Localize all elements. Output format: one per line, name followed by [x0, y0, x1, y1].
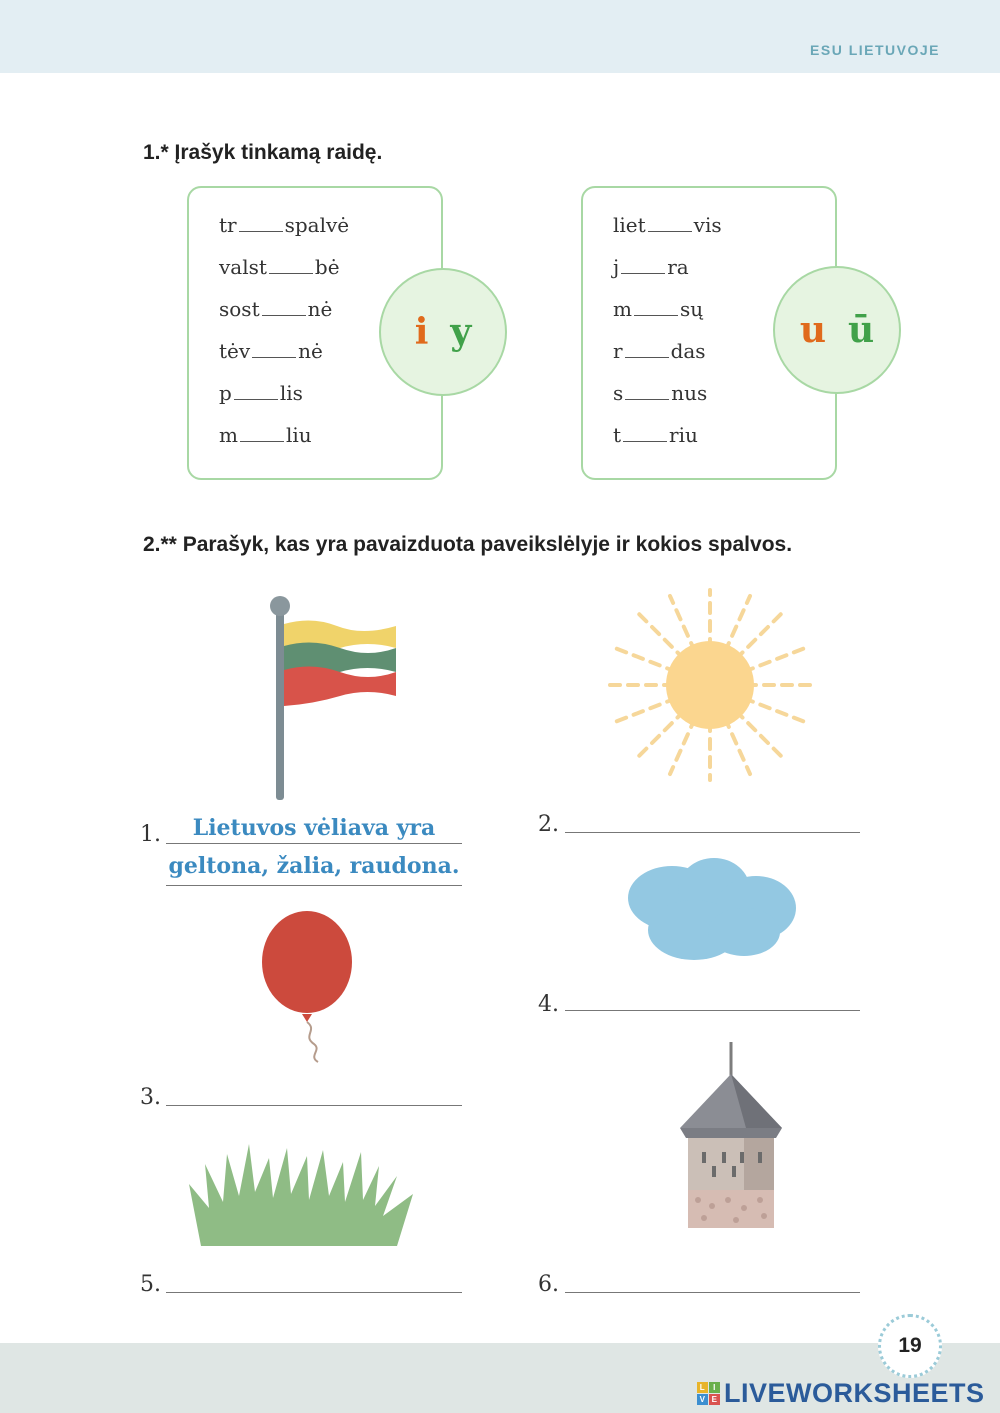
- word-part: spalvė: [284, 213, 350, 237]
- letter-choice-circle: [379, 268, 507, 396]
- task1-title: 1.* Įrašyk tinkamą raidę.: [143, 141, 383, 164]
- word-row: [219, 213, 349, 237]
- liveworksheets-logo-icon: [697, 1382, 720, 1405]
- letter-option: u: [799, 309, 826, 351]
- word-part: sost: [219, 297, 260, 321]
- word-part: s: [613, 381, 624, 405]
- word-part: riu: [669, 423, 698, 447]
- word-part: valst: [219, 255, 267, 279]
- word-row: [219, 423, 312, 447]
- blank-input[interactable]: [240, 427, 284, 442]
- word-part: p: [219, 381, 232, 405]
- section-title: ESU LIETUVOJE: [810, 42, 940, 58]
- answer-line[interactable]: [565, 1292, 860, 1293]
- word-part: r: [613, 339, 623, 363]
- logo-letter: E: [709, 1394, 720, 1405]
- word-part: tėv: [219, 339, 251, 363]
- answer-line: [166, 843, 462, 844]
- word-part: vis: [693, 213, 722, 237]
- grass-icon: [183, 1136, 415, 1248]
- cloud-icon: [626, 856, 798, 962]
- blank-input[interactable]: [234, 385, 278, 400]
- logo-letter: V: [697, 1394, 708, 1405]
- word-part: liu: [285, 423, 312, 447]
- header-bar: [0, 0, 1000, 73]
- brand-name: LIVEWORKSHEETS: [724, 1378, 985, 1408]
- word-part: nus: [671, 381, 708, 405]
- word-row: [613, 297, 703, 321]
- word-part: liet: [613, 213, 646, 237]
- answer-text[interactable]: geltona, žalia, raudona.: [168, 853, 460, 879]
- page-number: 19: [878, 1314, 942, 1378]
- item-number: 1.: [140, 822, 161, 847]
- blank-input[interactable]: [648, 217, 692, 232]
- blank-input[interactable]: [269, 259, 313, 274]
- word-part: nė: [298, 339, 323, 363]
- word-part: j: [613, 255, 620, 279]
- word-part: m: [219, 423, 238, 447]
- blank-input[interactable]: [623, 427, 667, 442]
- letter-option: ū: [848, 309, 875, 351]
- word-row: [219, 339, 323, 363]
- item-number: 5.: [140, 1272, 161, 1297]
- blank-input[interactable]: [625, 385, 669, 400]
- answer-line[interactable]: [565, 832, 860, 833]
- answer-line[interactable]: [565, 1010, 860, 1011]
- logo-letter: L: [697, 1382, 708, 1393]
- item-number: 4.: [538, 992, 559, 1017]
- word-part: das: [670, 339, 706, 363]
- logo-letter: I: [709, 1382, 720, 1393]
- word-row: [219, 381, 303, 405]
- sun-icon: [605, 588, 815, 783]
- answer-line[interactable]: [166, 1292, 462, 1293]
- answer-line: [166, 885, 462, 886]
- task2-title: 2.** Parašyk, kas yra pavaizduota paveikslėlyje ir kokios spalvos.: [143, 533, 793, 556]
- letter-option: i: [414, 311, 429, 353]
- letter-option: y: [450, 311, 472, 353]
- flag-icon: [262, 596, 402, 802]
- answer-line[interactable]: [166, 1105, 462, 1106]
- word-row: [613, 339, 706, 363]
- word-row: [219, 255, 340, 279]
- word-part: bė: [314, 255, 340, 279]
- answer-text[interactable]: Lietuvos vėliava yra: [192, 815, 436, 841]
- tower-icon: [672, 1040, 792, 1236]
- blank-input[interactable]: [625, 343, 669, 358]
- word-part: sų: [679, 297, 704, 321]
- word-part: t: [613, 423, 622, 447]
- word-part: m: [613, 297, 632, 321]
- word-row: [219, 297, 332, 321]
- item-number: 2.: [538, 812, 559, 837]
- blank-input[interactable]: [262, 301, 306, 316]
- item-number: 3.: [140, 1085, 161, 1110]
- word-part: nė: [307, 297, 333, 321]
- balloon-icon: [258, 910, 358, 1065]
- letter-choice-circle: [773, 266, 901, 394]
- word-part: tr: [219, 213, 237, 237]
- item-number: 6.: [538, 1272, 559, 1297]
- blank-input[interactable]: [634, 301, 678, 316]
- blank-input[interactable]: [239, 217, 283, 232]
- word-part: ra: [667, 255, 689, 279]
- liveworksheets-logo[interactable]: [697, 1378, 985, 1409]
- word-row: [613, 213, 722, 237]
- word-part: lis: [279, 381, 303, 405]
- word-row: [613, 423, 698, 447]
- blank-input[interactable]: [621, 259, 665, 274]
- word-row: [613, 381, 707, 405]
- word-row: [613, 255, 689, 279]
- blank-input[interactable]: [252, 343, 296, 358]
